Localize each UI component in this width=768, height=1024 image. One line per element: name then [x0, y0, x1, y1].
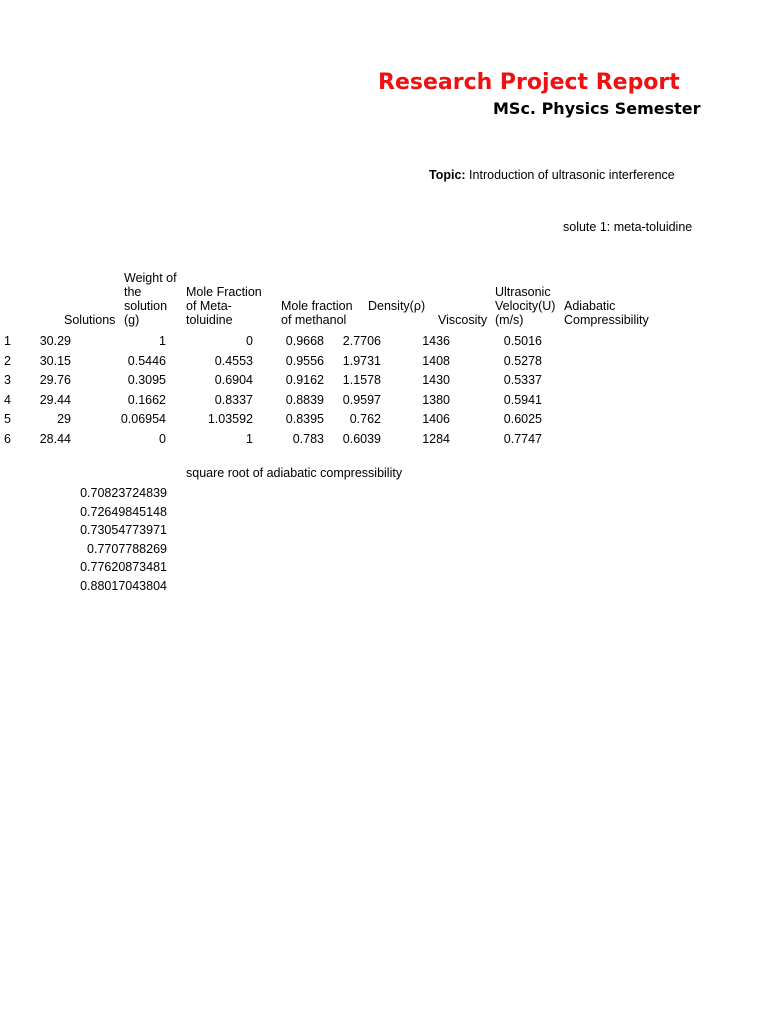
report-title: Research Project Report: [378, 70, 680, 95]
table-cell: 3: [4, 373, 11, 387]
col-header-mole-fraction-methanol: Mole fraction of methanol: [281, 299, 353, 327]
table-cell: 2.7706: [342, 334, 381, 348]
table-cell: 30.15: [39, 353, 71, 368]
table-cell: 30.29: [39, 334, 71, 348]
table-cell: 0.6025: [503, 412, 542, 426]
table-cell: 0.06954: [120, 412, 166, 426]
table-cell: 0.6039: [342, 431, 381, 446]
table-cell: 1284: [422, 431, 450, 446]
table-cell: 0.3095: [127, 373, 166, 387]
table-cell: 0: [246, 334, 253, 348]
table-cell: 1430: [422, 373, 450, 387]
table-cell: 0.1662: [127, 392, 166, 407]
topic-text: Introduction of ultrasonic interference: [465, 168, 675, 182]
col-header-velocity: Ultrasonic Velocity(U) (m/s): [495, 285, 556, 327]
col-header-mole-fraction-meta: Mole Fraction of Meta-toluidine: [186, 285, 262, 327]
solute-label: solute 1: meta-toluidine: [563, 220, 693, 234]
table-cell: 28.44: [39, 431, 71, 446]
sqrt-value: 0.70823724839: [80, 486, 167, 500]
table-cell: 0.9556: [285, 353, 324, 368]
report-subtitle: MSc. Physics Semester: [493, 99, 701, 118]
table-cell: 0.762: [349, 412, 381, 426]
sqrt-value: 0.73054773971: [80, 523, 167, 538]
table-cell: 0.8337: [214, 392, 253, 407]
sqrt-header: square root of adiabatic compressibility: [186, 466, 403, 480]
sqrt-value: 0.88017043804: [80, 579, 167, 593]
sqrt-value: 0.72649845148: [80, 504, 167, 519]
table-cell: 1406: [422, 412, 450, 426]
table-cell: 1408: [422, 353, 450, 368]
table-cell: 0.9162: [285, 373, 324, 387]
col-header-weight: Weight of the solution (g): [124, 271, 177, 327]
table-cell: 2: [4, 353, 11, 368]
table-cell: 0.5446: [127, 353, 166, 368]
table-cell: 1.1578: [342, 373, 381, 387]
table-cell: 0.5941: [503, 392, 542, 407]
table-cell: 5: [4, 412, 11, 426]
table-cell: 0.8839: [285, 392, 324, 407]
sqrt-value: 0.77620873481: [80, 560, 167, 575]
col-header-adiabatic: Adiabatic Compressibility: [564, 299, 649, 327]
table-cell: 1380: [422, 392, 450, 407]
table-cell: 0.6904: [214, 373, 253, 387]
table-cell: 0.5337: [503, 373, 542, 387]
table-cell: 6: [4, 431, 11, 446]
table-cell: 1436: [422, 334, 450, 348]
table-cell: 1: [159, 334, 166, 348]
table-cell: 1.03592: [207, 412, 253, 426]
col-header-viscosity: Viscosity: [438, 313, 488, 327]
table-cell: 1: [246, 431, 253, 446]
table-cell: 0.8395: [285, 412, 324, 426]
table-cell: 29: [57, 412, 71, 426]
sqrt-value: 0.7707788269: [87, 541, 167, 556]
topic-label: Topic:: [429, 168, 466, 182]
table-cell: 1.9731: [342, 353, 381, 368]
table-cell: 1: [4, 334, 11, 348]
table-cell: 0.7747: [503, 431, 542, 446]
table-cell: 0.9668: [285, 334, 324, 348]
table-cell: 0: [159, 431, 166, 446]
table-cell: 0.783: [292, 431, 324, 446]
table-cell: 29.76: [39, 373, 71, 387]
table-cell: 0.4553: [214, 353, 253, 368]
topic-line: [429, 168, 675, 182]
table-cell: 4: [4, 392, 11, 407]
table-cell: 0.5278: [503, 353, 542, 368]
col-header-density: Density(ρ): [368, 299, 426, 313]
table-cell: 0.5016: [503, 334, 542, 348]
col-header-solutions: Solutions: [64, 313, 116, 327]
table-cell: 0.9597: [342, 392, 381, 407]
table-cell: 29.44: [39, 392, 71, 407]
